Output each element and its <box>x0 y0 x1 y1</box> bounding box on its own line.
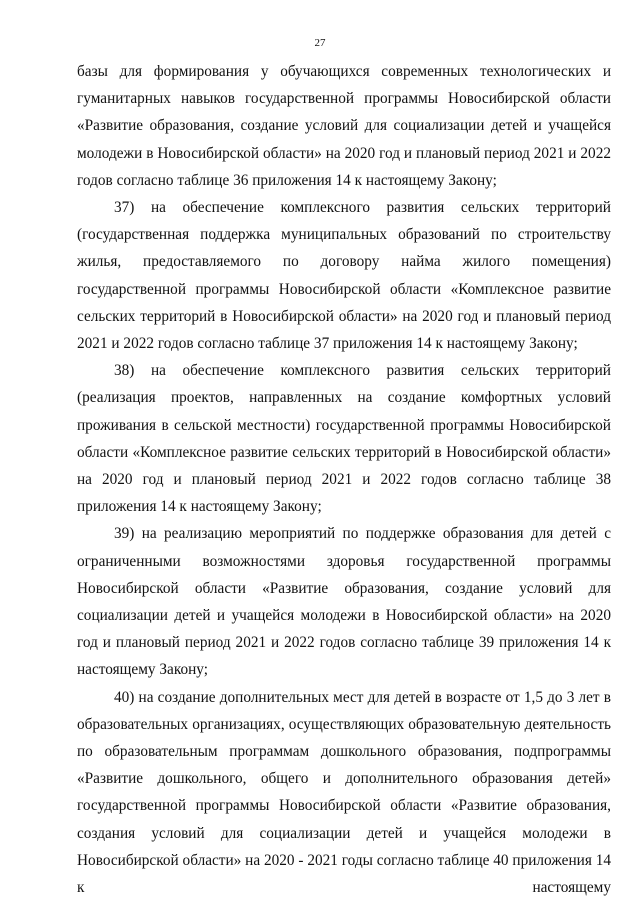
paragraph-item-39: 39) на реализацию мероприятий по поддержке образования для детей с ограниченными возможностями здоровья государственной программы Новосибирской области «Развитие образования, создание условий для социализации детей и учащейся молодежи в Новосибирской области» на 2020 год и плановый период 2021 и 2022 годов согласно таблице 39 приложения 14 к настоящему Закону; <box>77 525 611 679</box>
document-body <box>77 58 611 901</box>
paragraph-continued: базы для формирования у обучающихся современных технологических и гуманитарных навыков государственной программы Новосибирской области «Развитие образования, создание условий для социализации детей и учащейся молодежи в Новосибирской области» на 2020 год и плановый период 2021 и 2022 годов согласно таблице 36 приложения 14 к настоящему Закону; <box>77 63 611 189</box>
page-number: 27 <box>314 37 326 49</box>
paragraph-item-40: 40) на создание дополнительных мест для детей в возрасте от 1,5 до 3 лет в образовательных организациях, осуществляющих образовательную деятельность по образовательным программам дошкольного образования, подпрограммы «Развитие дошкольного, общего и дополнительного образования детей» государственной программы Новосибирской области «Развитие образования, создания условий для социализации детей и учащейся молодежи в Новосибирской области» на 2020 - 2021 годы согласно таблице 40 приложения 14 к настоящему <box>77 688 611 897</box>
paragraph-item-37: 37) на обеспечение комплексного развития сельских территорий (государственная поддержка муниципальных образований по строительству жилья, предоставляемого по договору найма жилого помещения) государственной программы Новосибирской области «Комплексное развитие сельских территорий в Новосибирской области» на 2020 год и плановый период 2021 и 2022 годов согласно таблице 37 приложения 14 к настоящему Закону; <box>77 199 611 353</box>
paragraph-item-38: 38) на обеспечение комплексного развития сельских территорий (реализация проектов, направленных на создание комфортных условий проживания в сельской местности) государственной программы Новосибирской области «Комплексное развитие сельских территорий в Новосибирской области» на 2020 год и плановый период 2021 и 2022 годов согласно таблице 38 приложения 14 к настоящему Закону; <box>77 362 611 516</box>
